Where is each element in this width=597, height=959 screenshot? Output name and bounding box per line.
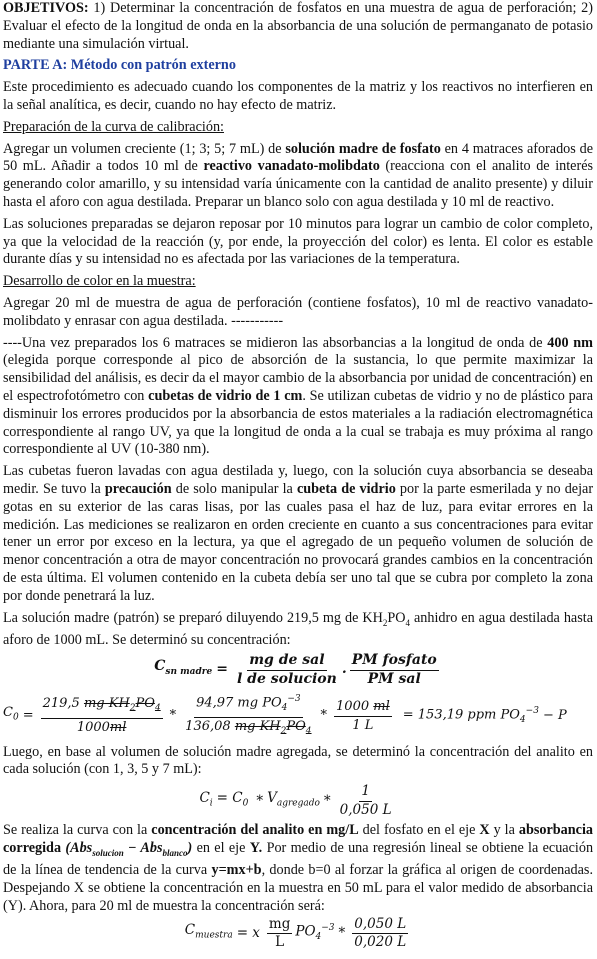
prep-text-b: solución madre de fosfato [285,140,441,157]
eq4-frac2 [352,916,408,953]
cubetas-text-c: de solo manipular la [175,480,293,497]
eq3-lhs-sub: i [209,798,213,809]
curva-text-k: Por medio de una regresión lineal se obtiene la ecuación de la línea de tendencia de la curva [3,839,594,879]
eq2-d1a: 1000 [76,720,110,736]
eq2-n3b: ml [373,698,390,714]
desarrollo-paragraph: Agregar 20 ml de muestra de agua de perforación (contiene fosfatos), 10 ml de reactivo vanadato-molibdato y enrasar con agua destilada. ----------- [3,294,593,329]
prep-heading: Preparación de la curva de calibración: [3,118,224,135]
cubetas-text-b: precaución [104,480,172,497]
eq1-frac1 [235,652,339,689]
eq2-d2b: mg KH [234,719,281,735]
eq3-lhs: C [199,789,210,806]
eq2-d1b: ml [109,720,127,736]
eq2-n2: 94,97 mg PO [196,694,282,710]
curva-text-g-sub: solucion [92,847,124,858]
eq2-d2a: 136,08 [185,719,231,735]
eq3-v: V [267,789,277,806]
eq4-n1: mg [267,916,292,935]
medida-paragraph [3,335,593,460]
eq2-n1a: 219,5 [42,695,80,711]
reposo-paragraph: Las soluciones preparadas se dejaron reposar por 10 minutos para lograr un cambio de color completo, ya que la velocidad de la reacción (y, por ende, la proyección del color) es lenta. El color es estable durante días y su intensidad no es afectada por las variaciones de la temperatura. [3,215,593,268]
madre-text-c: anhidro en agua destilada hasta aforo de 1000 mL. Se determinó su concentración: [3,609,593,649]
eq4-po: PO [295,923,316,940]
eq3-frac [338,783,394,820]
madre-paragraph: La solución madre (patrón) se preparó diluyendo 219,5 mg de $KH_2PO_4$ anhidro en agua destilada hasta aforo de 1000 mL. Se determinó su concentración: [3,609,593,649]
desarrollo-heading: Desarrollo de color en la muestra: [3,273,196,290]
curva-text-m: , donde b=0 al forzar la gráfica al origen de coordenadas. Despejando X se obtiene la concentración en la muestra en 50 mL para el valor medido de absorbancia (Y). Ahora, para 20 ml de muestra la concentración será: [3,862,593,914]
eq3-mid: = C [216,789,243,806]
curva-text-c: del fosfato en el eje [362,821,476,838]
objetivos-label: OBJETIVOS: [3,0,89,16]
equation-muestra: $C_{muestra}$ = x $\frac{mg}{L}$ $PO_4^{-3}$ * $\frac{0,050 L}{0,020 L}$ [184,915,407,951]
curva-text-f: absorbancia corregida [3,821,593,856]
eq2-n1b: mg KH [83,695,130,711]
curva-text-i: en el eje [196,839,246,856]
eq2-d3: 1 L [352,717,374,733]
eq3-num: 1 [359,783,372,802]
eq4-n2: 0,050 L [352,916,408,935]
prep-text-e: (reacciona con el analito de interés generando color amarillo, y su intensidad varía únicamente con la cantidad de analito presente) y diluir hasta el aforo con agua destilada. Preparar un blanco solo con agua destilada y 10 ml de reactivo. [3,158,594,210]
medida-text-b: 400 nm [547,334,593,351]
eq2-lhs-sub: 0 [12,712,19,723]
objetivos-paragraph [3,0,593,53]
eq1-lhs-sub: sn madre [165,667,213,678]
curva-text-h-sub: blanco [162,847,188,858]
eq1-lhs: C [154,658,166,675]
madre-text-b: PO [387,609,406,626]
eq2-lhs: C [3,705,13,721]
eq1-den2: PM sal [367,670,421,687]
eq2-result: = 153,19 ppm PO [402,707,520,723]
eq4-d1: L [275,934,285,951]
curva-text-h: − Abs [128,839,163,856]
eq1-frac2 [350,652,439,689]
eq4-frac1 [267,916,292,953]
eq4-d2: 0,020 L [354,934,407,951]
curva-text-b: concentración del analito en mg/L [151,821,359,838]
eq2-tail: − P [542,708,567,724]
medida-text-a: ----Una vez preparados los 6 matraces se midieron las absorbancias a la longitud de onda de [3,334,543,351]
cubetas-text-a: Las cubetas fueron lavadas con agua destilada y, luego, con la solución cuya absorbancia se deseaba medir. Se tuvo la [3,463,593,497]
eq1-num2: PM fosfato [350,652,439,671]
eq2-frac3 [334,698,392,735]
curva-text-d: X [479,821,490,838]
curva-text-a: Se realiza la curva con la [3,821,148,838]
medida-text-d: cubetas de vidrio de 1 cm [148,387,303,404]
prep-paragraph [3,141,593,212]
medida-text-c: (elegida porque corresponde al pico de absorción de la sustancia, lo que permite maximizar la sensibilidad del análisis, es decir da el mayor cambio de la absorbancia por unidad de concentración) en el espectrofotómetro con [3,352,593,404]
curva-text-e: y la [493,821,515,838]
curva-text-g: Abs [70,839,93,856]
eq2-n1c: PO [135,695,155,711]
eq2-d2c: PO [286,719,306,735]
prep-text-d: reactivo vanadato-molibdato [203,158,380,175]
equation-ci: $C_i$ = $C_0$ * $V_{agregado}$ * $\frac{1}{0,050 L}$ [199,783,392,819]
medida-text-e: . Se utilizan cubetas de vidrio y no de plástico para disminuir los errores producidos por la absorbancia de estos materiales a la radiación electromagnética correspondiente al rango UV, ya que la longitud de onda a la cual se trabaja es muy próxima al rango correspondiente al UV (10-380 nm). [3,387,593,458]
eq2-frac2: $\frac{94,97 mg PO_4^{-3}}{136,08 mg KH_2PO_4}$ [183,691,313,742]
cubetas-paragraph [3,463,593,605]
eq2-frac1: $\frac{219,5 mg KH_2PO_4}{1000ml}$ [42,695,161,736]
eq3-mid-sub: 0 [242,798,249,809]
eq4-lhs-sub: muestra [195,930,233,941]
eq2-n3a: 1000 [336,698,370,714]
prep-text-c: en 4 matraces aforados de 50 mL. Añadir a todos 10 ml de [3,140,593,175]
cubetas-text-e: por la parte esmerilada y no dejar gotas en su exterior de las caras lisas, por las cuales pasa el haz de luz, para evitar errores en la medición. Las mediciones se realizaron en orden creciente en cuanto a sus concentraciones para evitar tener un error por exceso en la lectura, ya que el agregado de un pequeño volumen de solución de menor concentración a otra de mayor concentración no provocará grandes cambios en la concentración de esta última. El volumen contenido en la cubeta debía ser uno tal que se cubra por completo la zona por donde penetrará la luz. [3,480,594,604]
equation-c0: $C_0$ = $\frac{219,5 mg KH_2PO_4}{1000ml}$ * $\frac{94,97 mg PO_4^{-3}}{136,08 mg KH_2PO_4}$ * $\frac{1000 ml}{1 L}$ = 153,19 ppm $PO_4^{-3}$ − P [3,691,593,742]
luego-paragraph: Luego, en base al volumen de solución madre agregada, se determinó la concentración del analito en cada solución (con 1, 3, 5 y 7 mL): [3,743,593,778]
objetivos-text: 1) Determinar la concentración de fosfatos en una muestra de agua de perforación; 2) Evaluar el efecto de la longitud de onda en la absorbancia de una solución de permanganato de potasio mediante una simulación virtual. [3,0,594,52]
parte-a-heading: PARTE A: Método con patrón externo [3,57,236,74]
eq3-v-sub: agregado [276,798,320,809]
eq4-x: = x [236,925,260,942]
cubetas-text-d: cubeta de vidrio [296,480,396,497]
eq3-den: 0,050 L [339,802,392,819]
prep-text-a: Agregar un volumen creciente (1; 3; 5; 7 mL) de [3,140,282,157]
equation-sn-madre: $C_{sn madre}$ = $\frac{\text{mg de sal}}{\text{l de solucion}}$ . $\frac{\text{PM fosfato}}{\text{PM sal}}$ [154,651,437,687]
curva-text-l: y=mx+b [211,862,262,879]
curva-text-j: Y. [249,839,263,856]
curva-paragraph: Se realiza la curva con la concentración del analito en mg/L del fosfato en el eje X y la absorbancia corregida (Abs$_{solucion}$ − Abs$_{blanco}$) en el eje Y. Por medio de una regresión lineal se obtiene la ecuación de la línea de tendencia de la curva y=mx+b, donde b=0 al forzar la gráfica al origen de coordenadas. Despejando X se obtiene la concentración en la muestra en 50 mL para el valor medido de absorbancia (Y). Ahora, para 20 ml de muestra la concentración será: [3,821,594,914]
madre-text-a: La solución madre (patrón) se preparó diluyendo 219,5 mg de KH [3,609,383,626]
parte-a-text: Este procedimiento es adecuado cuando los componentes de la matriz y los reactivos no interfieren en la señal analítica, es decir, cuando no hay efecto de matriz. [3,79,593,113]
eq1-den1: l de solucion [236,670,337,687]
eq1-num1: mg de sal [247,652,326,671]
eq4-lhs: C [184,922,196,939]
